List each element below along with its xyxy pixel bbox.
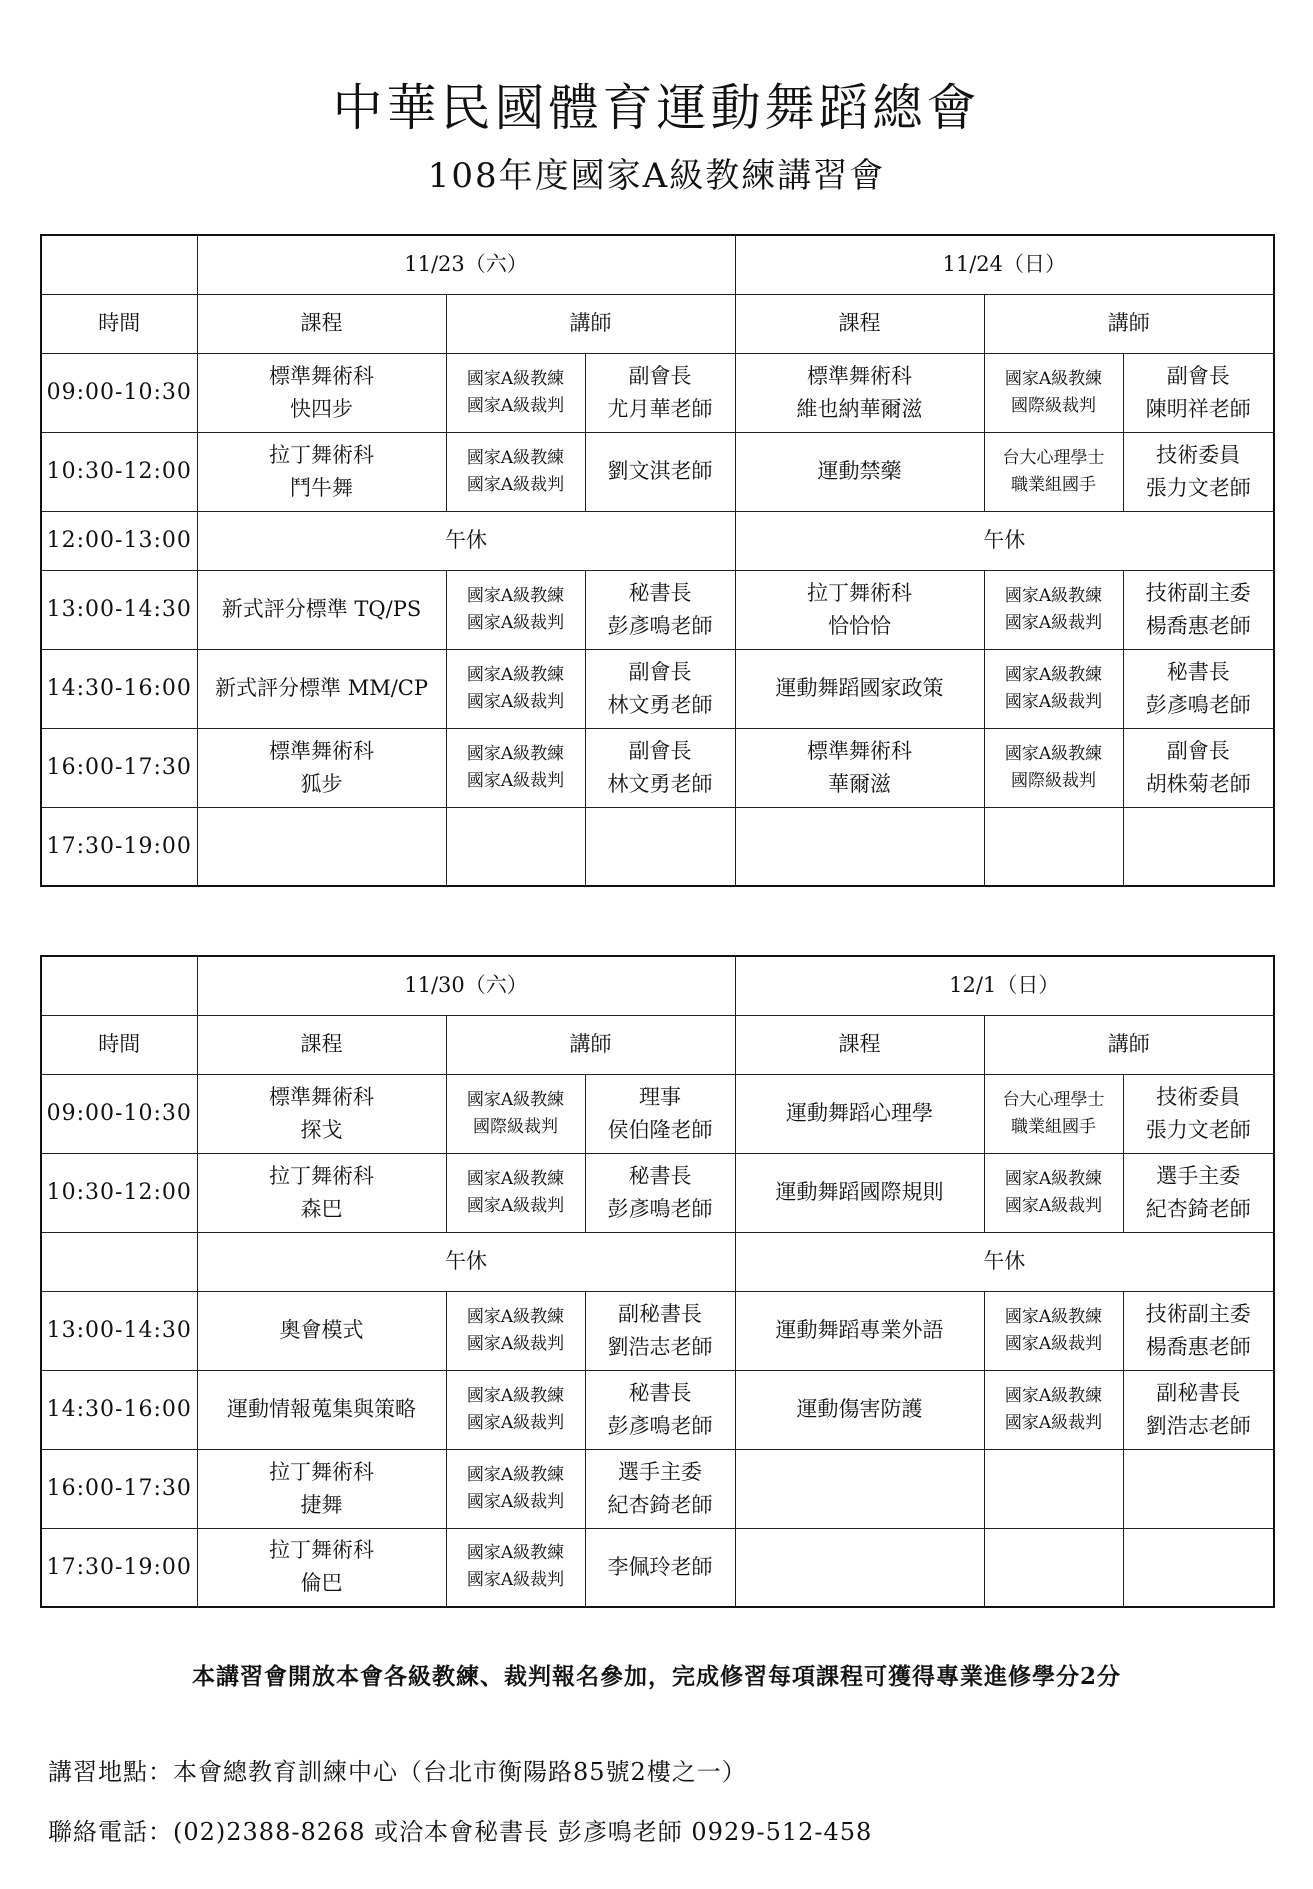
instructor-cell: 秘書長 彭彥鳴老師 — [585, 1370, 735, 1449]
time-slot: 10:30-12:00 — [41, 432, 197, 511]
qualification-cell: 國家A級教練 國家A級裁判 — [984, 1370, 1123, 1449]
instructor-cell: 技術副主委 楊喬惠老師 — [1123, 1291, 1274, 1370]
time-slot: 13:00-14:30 — [41, 570, 197, 649]
lunch-break: 午休 — [735, 1232, 1274, 1291]
course-column-header: 課程 — [735, 294, 984, 353]
course-cell: 標準舞術科 維也納華爾滋 — [735, 353, 984, 432]
instructor-cell: 副會長 林文勇老師 — [585, 649, 735, 728]
time-slot: 17:30-19:00 — [41, 807, 197, 886]
qualification-cell: 國家A級教練 國家A級裁判 — [984, 1291, 1123, 1370]
time-slot: 09:00-10:30 — [41, 353, 197, 432]
empty-cell — [585, 807, 735, 886]
venue-info: 講習地點：本會總教育訓練中心（台北市衡陽路85號2樓之一） — [48, 1758, 747, 1786]
course-cell: 標準舞術科 狐步 — [197, 728, 446, 807]
empty-cell — [735, 1449, 984, 1528]
course-cell: 運動禁藥 — [735, 432, 984, 511]
table-row — [41, 1528, 1274, 1607]
course-cell: 拉丁舞術科 捷舞 — [197, 1449, 446, 1528]
date-header: 12/1（日） — [735, 956, 1274, 1015]
time-slot: 16:00-17:30 — [41, 728, 197, 807]
notice-text: 本講習會開放本會各級教練、裁判報名參加，完成修習每項課程可獲得專業進修學分2分 — [191, 1663, 1121, 1690]
page-title: 中華民國體育運動舞蹈總會 — [332, 79, 981, 137]
qualification-cell: 國家A級教練 國際級裁判 — [984, 353, 1123, 432]
empty-cell — [197, 807, 446, 886]
course-cell: 運動傷害防護 — [735, 1370, 984, 1449]
course-cell: 標準舞術科 華爾滋 — [735, 728, 984, 807]
empty-cell — [735, 807, 984, 886]
course-cell: 標準舞術科 探戈 — [197, 1074, 446, 1153]
table-row — [41, 1370, 1274, 1449]
schedule-table-week1 — [40, 234, 1275, 887]
lunch-break: 午休 — [197, 1232, 735, 1291]
qualification-cell: 國家A級教練 國家A級裁判 — [446, 728, 585, 807]
instructor-cell: 技術委員 張力文老師 — [1123, 1074, 1274, 1153]
qualification-cell: 國家A級教練 國家A級裁判 — [984, 570, 1123, 649]
course-cell: 運動舞蹈國家政策 — [735, 649, 984, 728]
empty-cell — [1123, 807, 1274, 886]
time-slot — [41, 1232, 197, 1291]
course-cell: 拉丁舞術科 恰恰恰 — [735, 570, 984, 649]
instructor-cell: 秘書長 彭彥鳴老師 — [1123, 649, 1274, 728]
lunch-row — [41, 1232, 1274, 1291]
contact-info: 聯絡電話：(02)2388-8268 或洽本會秘書長 彭彥鳴老師 0929-512-458 — [48, 1818, 873, 1846]
course-cell: 拉丁舞術科 鬥牛舞 — [197, 432, 446, 511]
table-row — [41, 1074, 1274, 1153]
empty-cell — [1123, 1528, 1274, 1607]
course-cell: 標準舞術科 快四步 — [197, 353, 446, 432]
instructor-cell: 劉文淇老師 — [585, 432, 735, 511]
empty-cell — [984, 1528, 1123, 1607]
instructor-column-header: 講師 — [446, 1015, 735, 1074]
date-header: 11/24（日） — [735, 235, 1274, 294]
time-slot: 09:00-10:30 — [41, 1074, 197, 1153]
time-slot: 12:00-13:00 — [41, 511, 197, 570]
table-row — [41, 1153, 1274, 1232]
table-row — [41, 649, 1274, 728]
table-row — [41, 807, 1274, 886]
instructor-cell: 副會長 林文勇老師 — [585, 728, 735, 807]
lunch-row — [41, 511, 1274, 570]
time-slot: 16:00-17:30 — [41, 1449, 197, 1528]
corner-cell — [41, 235, 197, 294]
instructor-cell: 技術委員 張力文老師 — [1123, 432, 1274, 511]
course-column-header: 課程 — [735, 1015, 984, 1074]
qualification-cell: 國家A級教練 國家A級裁判 — [984, 1153, 1123, 1232]
qualification-cell: 國家A級教練 國際級裁判 — [984, 728, 1123, 807]
time-slot: 17:30-19:00 — [41, 1528, 197, 1607]
qualification-cell: 國家A級教練 國家A級裁判 — [446, 1449, 585, 1528]
qualification-cell: 國家A級教練 國家A級裁判 — [446, 649, 585, 728]
table-row — [41, 728, 1274, 807]
empty-cell — [984, 807, 1123, 886]
instructor-cell: 技術副主委 楊喬惠老師 — [1123, 570, 1274, 649]
table-row — [41, 570, 1274, 649]
instructor-column-header: 講師 — [446, 294, 735, 353]
date-header: 11/30（六） — [197, 956, 735, 1015]
qualification-cell: 國家A級教練 國家A級裁判 — [446, 1370, 585, 1449]
instructor-cell: 秘書長 彭彥鳴老師 — [585, 570, 735, 649]
empty-cell — [1123, 1449, 1274, 1528]
time-column-header: 時間 — [41, 1015, 197, 1074]
course-cell: 新式評分標準 TQ/PS — [197, 570, 446, 649]
time-column-header: 時間 — [41, 294, 197, 353]
table-row — [41, 432, 1274, 511]
empty-cell — [984, 1449, 1123, 1528]
instructor-cell: 選手主委 紀杏錡老師 — [585, 1449, 735, 1528]
time-slot: 10:30-12:00 — [41, 1153, 197, 1232]
instructor-cell: 副秘書長 劉浩志老師 — [1123, 1370, 1274, 1449]
qualification-cell: 國家A級教練 國家A級裁判 — [446, 432, 585, 511]
page-subtitle: 108年度國家A級教練講習會 — [427, 156, 886, 196]
qualification-cell: 國家A級教練 國家A級裁判 — [446, 353, 585, 432]
table-row — [41, 1291, 1274, 1370]
lunch-break: 午休 — [197, 511, 735, 570]
course-cell: 運動舞蹈國際規則 — [735, 1153, 984, 1232]
qualification-cell: 國家A級教練 國家A級裁判 — [446, 1153, 585, 1232]
instructor-cell: 秘書長 彭彥鳴老師 — [585, 1153, 735, 1232]
corner-cell — [41, 956, 197, 1015]
course-column-header: 課程 — [197, 294, 446, 353]
time-slot: 13:00-14:30 — [41, 1291, 197, 1370]
course-cell: 奧會模式 — [197, 1291, 446, 1370]
empty-cell — [735, 1528, 984, 1607]
course-cell: 運動情報蒐集與策略 — [197, 1370, 446, 1449]
schedule-table-week2 — [40, 955, 1275, 1608]
instructor-cell: 副秘書長 劉浩志老師 — [585, 1291, 735, 1370]
instructor-cell: 副會長 尤月華老師 — [585, 353, 735, 432]
qualification-cell: 國家A級教練 國家A級裁判 — [446, 1528, 585, 1607]
instructor-cell: 李佩玲老師 — [585, 1528, 735, 1607]
instructor-cell: 副會長 陳明祥老師 — [1123, 353, 1274, 432]
lunch-break: 午休 — [735, 511, 1274, 570]
time-slot: 14:30-16:00 — [41, 649, 197, 728]
time-slot: 14:30-16:00 — [41, 1370, 197, 1449]
qualification-cell: 台大心理學士 職業組國手 — [984, 1074, 1123, 1153]
qualification-cell: 國家A級教練 國家A級裁判 — [984, 649, 1123, 728]
instructor-cell: 副會長 胡株菊老師 — [1123, 728, 1274, 807]
course-cell: 拉丁舞術科 倫巴 — [197, 1528, 446, 1607]
qualification-cell: 台大心理學士 職業組國手 — [984, 432, 1123, 511]
instructor-cell: 選手主委 紀杏錡老師 — [1123, 1153, 1274, 1232]
instructor-cell: 理事 侯伯隆老師 — [585, 1074, 735, 1153]
table-row — [41, 1449, 1274, 1528]
table-row — [41, 353, 1274, 432]
empty-cell — [446, 807, 585, 886]
instructor-column-header: 講師 — [984, 294, 1274, 353]
course-column-header: 課程 — [197, 1015, 446, 1074]
date-header: 11/23（六） — [197, 235, 735, 294]
instructor-column-header: 講師 — [984, 1015, 1274, 1074]
qualification-cell: 國家A級教練 國家A級裁判 — [446, 570, 585, 649]
course-cell: 拉丁舞術科 森巴 — [197, 1153, 446, 1232]
course-cell: 新式評分標準 MM/CP — [197, 649, 446, 728]
qualification-cell: 國家A級教練 國家A級裁判 — [446, 1291, 585, 1370]
course-cell: 運動舞蹈心理學 — [735, 1074, 984, 1153]
course-cell: 運動舞蹈專業外語 — [735, 1291, 984, 1370]
qualification-cell: 國家A級教練 國際級裁判 — [446, 1074, 585, 1153]
